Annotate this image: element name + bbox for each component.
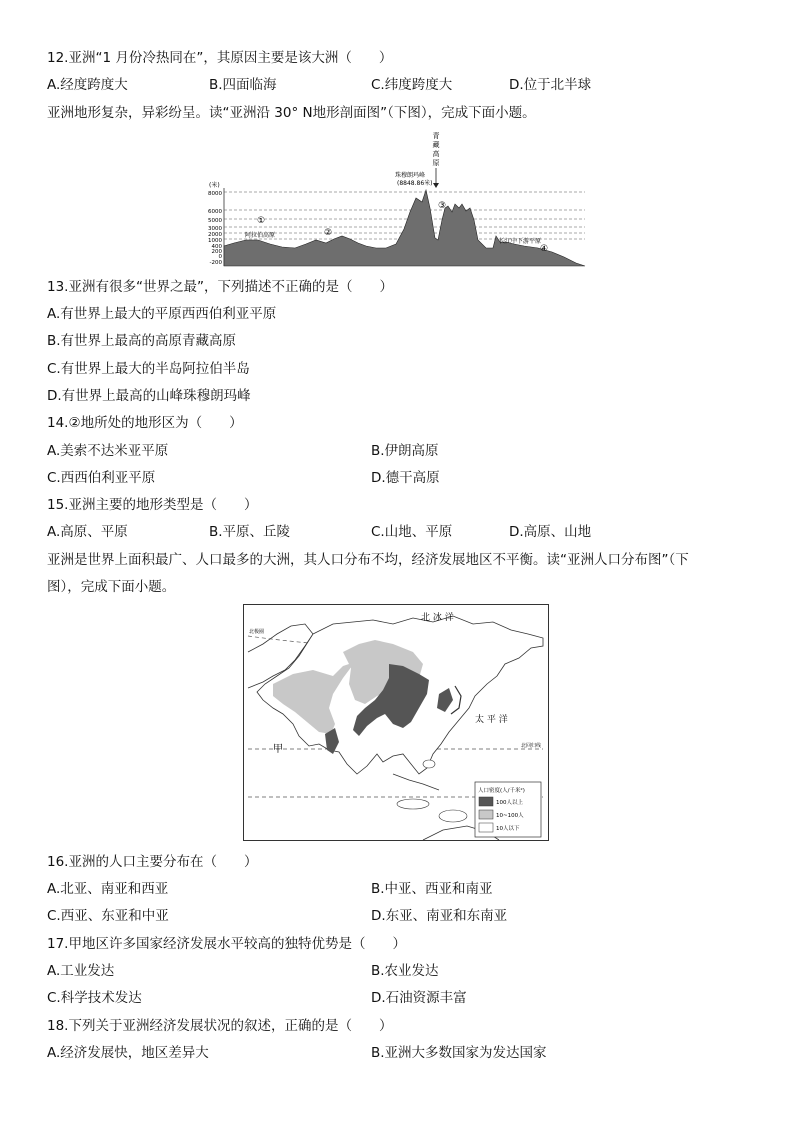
q15-stem: 15.亚洲主要的地形类型是（ ） [47, 497, 258, 513]
peak-height: (8848.86米) [397, 180, 433, 187]
q17-option-c[interactable]: C.科学技术发达 [47, 990, 142, 1006]
legend-mid: 10~100人 [496, 813, 524, 819]
q12-option-b[interactable]: B.四面临海 [209, 77, 277, 93]
q16-option-d[interactable]: D.东亚、南亚和东南亚 [371, 908, 508, 924]
profile-y-ticks [208, 191, 223, 266]
q16-option-b[interactable]: B.中亚、西亚和南亚 [371, 881, 493, 897]
legend-low: 10人以下 [496, 826, 520, 832]
q14-option-b[interactable]: B.伊朗高原 [371, 443, 439, 459]
q13-option-c[interactable]: C.有世界上最大的半岛阿拉伯半岛 [47, 361, 250, 377]
marker-2: ② [324, 228, 333, 238]
marker-3: ③ [438, 201, 447, 211]
q18-option-b[interactable]: B.亚洲大多数国家为发达国家 [371, 1045, 547, 1061]
plain-right-label: 长江中下游平原 [499, 238, 542, 245]
q14-option-d[interactable]: D.德干高原 [371, 470, 440, 486]
marker-4: ④ [540, 244, 549, 254]
q14-option-c[interactable]: C.西西伯利亚平原 [47, 470, 156, 486]
intro-profile: 亚洲地形复杂，异彩纷呈。读“亚洲沿 30° N地形剖面图”（下图），完成下面小题。 [47, 105, 536, 121]
intro-population-2: 图），完成下面小题。 [47, 579, 176, 595]
plain-left-label: 阿拉伯高原 [245, 232, 276, 239]
plateau-char: 青 [432, 132, 440, 140]
q15-option-d[interactable]: D.高原、山地 [509, 524, 592, 540]
q16-option-c[interactable]: C.西亚、东亚和中亚 [47, 908, 169, 924]
q15-option-c[interactable]: C.山地、平原 [371, 524, 453, 540]
tropic-label: 北回归线 [521, 743, 542, 749]
legend-swatch-high [479, 797, 493, 806]
q16-option-a[interactable]: A.北亚、南亚和西亚 [47, 881, 169, 897]
ytick: 2000 [208, 232, 222, 238]
region-jia-label: 甲 [273, 744, 283, 755]
q17-option-a[interactable]: A.工业发达 [47, 963, 115, 979]
plateau-label [433, 131, 440, 167]
plateau-char: 藏 [432, 141, 440, 149]
q13-stem: 13.亚洲有很多“世界之最”，下列描述不正确的是（ ） [47, 279, 393, 295]
population-map-figure [243, 604, 549, 841]
marker-1: ① [257, 216, 266, 226]
peak-label: 珠穆朗玛峰 [395, 172, 426, 179]
legend-swatch-low [479, 823, 493, 832]
ytick: 1000 [208, 238, 222, 244]
ytick: 3000 [208, 226, 222, 232]
profile-terrain [224, 190, 585, 266]
arctic-ocean-label: 北 冰 洋 [421, 613, 454, 623]
map-legend [475, 782, 541, 837]
profile-unit: (米) [209, 182, 220, 189]
q18-option-a[interactable]: A.经济发展快，地区差异大 [47, 1045, 209, 1061]
pacific-ocean-label: 太 平 洋 [475, 715, 508, 725]
legend-title: 人口密度(人/千米²) [478, 788, 525, 794]
q18-stem: 18.下列关于亚洲经济发展状况的叙述，正确的是（ ） [47, 1018, 393, 1034]
q13-option-b[interactable]: B.有世界上最高的高原青藏高原 [47, 333, 237, 349]
q14-stem: 14.②地所处的地形区为（ ） [47, 415, 243, 431]
legend-high: 100人以上 [496, 800, 523, 806]
plateau-char: 原 [432, 159, 440, 167]
q14-option-a[interactable]: A.美索不达米亚平原 [47, 443, 169, 459]
q17-option-b[interactable]: B.农业发达 [371, 963, 439, 979]
q17-stem: 17.甲地区许多国家经济发展水平较高的独特优势是（ ） [47, 936, 406, 952]
intro-population-1: 亚洲是世界上面积最广、人口最多的大洲，其人口分布不均，经济发展地区不平衡。读“亚洲人口分布图”（下 [47, 552, 689, 568]
q12-stem: 12.亚洲“1 月份冷热同在”，其原因主要是该大洲（ ） [47, 50, 393, 66]
legend-swatch-mid [479, 810, 493, 819]
q15-option-a[interactable]: A.高原、平原 [47, 524, 128, 540]
q12-option-d[interactable]: D.位于北半球 [509, 77, 592, 93]
q16-stem: 16.亚洲的人口主要分布在（ ） [47, 854, 258, 870]
ytick: 8000 [208, 191, 222, 197]
ytick: 6000 [208, 209, 222, 215]
q13-option-d[interactable]: D.有世界上最高的山峰珠穆朗玛峰 [47, 388, 251, 404]
ytick: 5000 [208, 218, 222, 224]
plateau-char: 高 [432, 150, 440, 158]
q15-option-b[interactable]: B.平原、丘陵 [209, 524, 291, 540]
ytick: 0 [218, 254, 222, 260]
q13-option-a[interactable]: A.有世界上最大的平原西西伯利亚平原 [47, 306, 277, 322]
q12-option-a[interactable]: A.经度跨度大 [47, 77, 128, 93]
ytick: 200 [211, 249, 222, 255]
ytick: 400 [211, 244, 222, 250]
ytick: -200 [209, 260, 222, 266]
terrain-profile-figure [200, 128, 595, 270]
q12-option-c[interactable]: C.纬度跨度大 [371, 77, 453, 93]
arctic-circle-label: 北极圈 [249, 629, 265, 635]
q17-option-d[interactable]: D.石油资源丰富 [371, 990, 467, 1006]
